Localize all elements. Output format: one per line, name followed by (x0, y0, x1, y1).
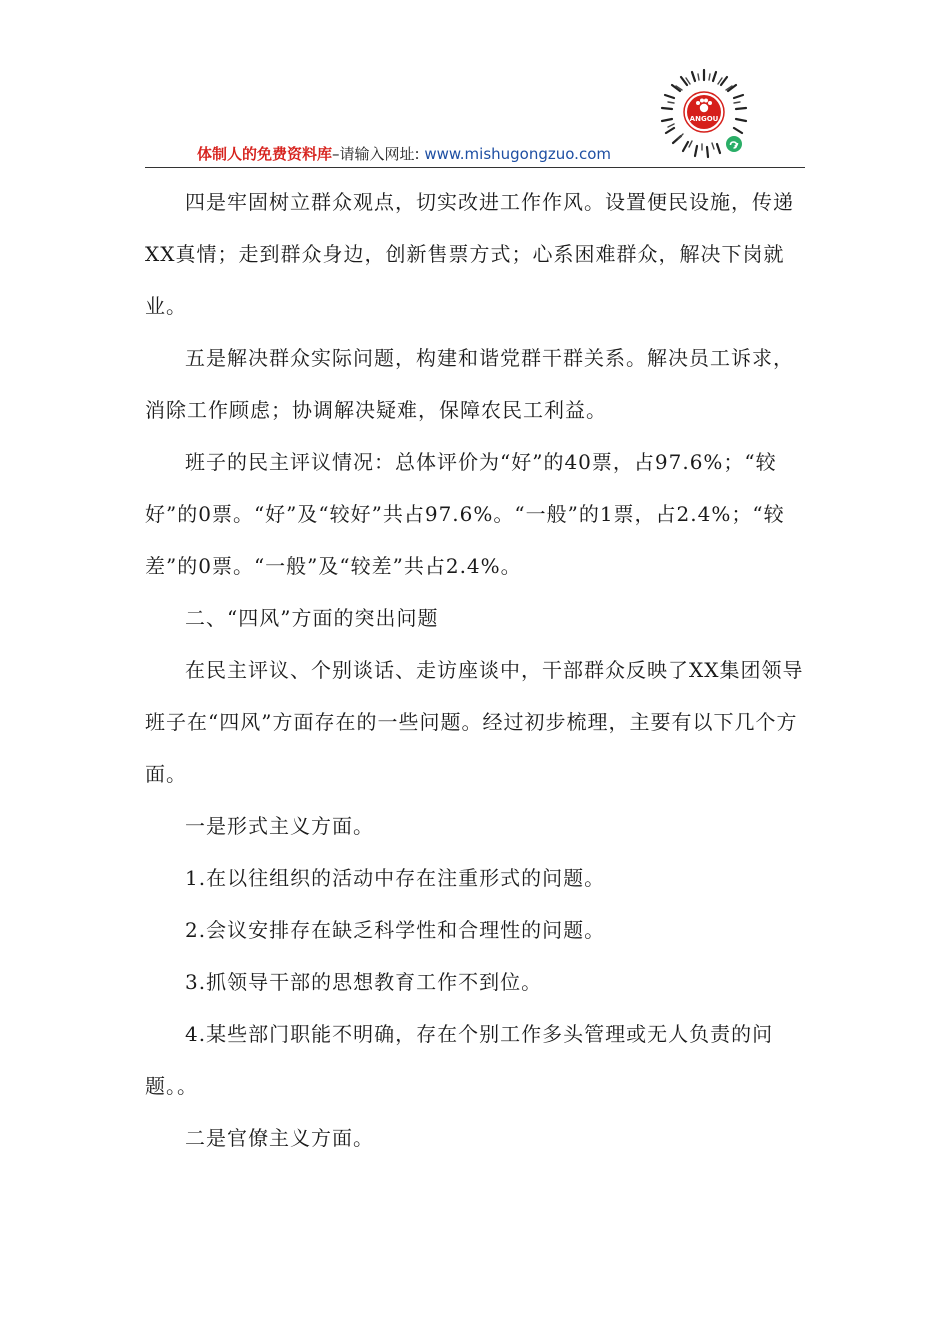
list-item: 3.抓领导干部的思想教育工作不到位。 (185, 970, 543, 994)
document-body (145, 176, 805, 1164)
site-url-link[interactable]: www.mishugongzuo.com (424, 145, 611, 163)
section-heading: 二、“四风”方面的突出问题 (185, 606, 439, 630)
paragraph: 五是解决群众实际问题，构建和谐党群干群关系。解决员工诉求，消除工作顾虑；协调解决疑难，保障农民工利益。 (145, 346, 794, 422)
paragraph: 四是牢固树立群众观点，切实改进工作作风。设置便民设施，传递XX真情；走到群众身边，创新售票方式；心系困难群众，解决下岗就业。 (145, 190, 794, 318)
site-name: 体制人的免费资料库 (197, 145, 333, 163)
paragraph: 班子的民主评议情况：总体评价为“好”的40票，占97.6%；“较好”的0票。“好”及“较好”共占97.6%。“一般”的1票，占2.4%；“较差”的0票。“一般”及“较差”共占2.4%。 (145, 450, 785, 578)
subsection-heading: 一是形式主义方面。 (185, 814, 374, 838)
subsection-heading: 二是官僚主义方面。 (185, 1126, 374, 1150)
list-item: 1.在以往组织的活动中存在注重形式的问题。 (185, 866, 606, 890)
page-header (145, 141, 805, 168)
logo-text: ANGOU (689, 115, 719, 123)
list-item: 2.会议安排存在缺乏科学性和合理性的问题。 (185, 918, 606, 942)
url-prompt: –请输入网址: (332, 145, 420, 163)
paragraph: 在民主评议、个别谈话、走访座谈中，干部群众反映了XX集团领导班子在“四风”方面存在的一些问题。经过初步梳理，主要有以下几个方面。 (145, 658, 804, 786)
list-item: 4.某些部门职能不明确，存在个别工作多头管理或无人负责的问题。。 (145, 1022, 774, 1098)
